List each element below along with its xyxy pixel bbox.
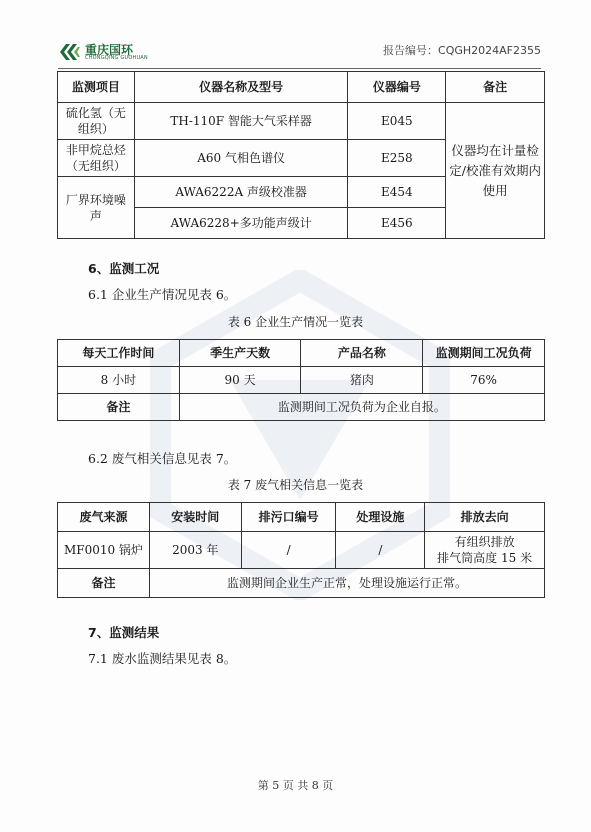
cell-days: 90 天 (179, 367, 301, 394)
table-header-row (58, 503, 545, 532)
cell-name: AWA6222A 声级校准器 (134, 177, 348, 208)
table-6-caption: 表 6 企业生产情况一览表 (227, 315, 364, 329)
cell-product: 猪肉 (301, 367, 423, 394)
note-label: 备注 (58, 394, 180, 421)
cell-no: E456 (348, 208, 446, 239)
col-header-days: 季生产天数 (179, 340, 301, 367)
table-note-row (58, 569, 545, 598)
logo-text-en: CHONGQING GUOHUAN (85, 55, 148, 61)
exhaust-table (57, 502, 545, 598)
cell-item: 厂界环境噪声 (58, 177, 135, 239)
logo-icon (58, 42, 82, 62)
note-label: 备注 (58, 569, 150, 598)
cell-destination (425, 532, 545, 569)
table-7-caption: 表 7 废气相关信息一览表 (227, 478, 364, 492)
production-table (57, 339, 545, 421)
cell-facility: / (336, 532, 425, 569)
table-row (58, 532, 545, 569)
table-header-row (58, 72, 545, 103)
cell-item: 硫化氢（无组织） (58, 103, 135, 140)
section-6-title: 6、监测工况 (88, 261, 160, 276)
cell-load: 76% (423, 367, 545, 394)
report-number: 报告编号：CQGH2024AF2355 (383, 44, 541, 57)
table-note-row (58, 394, 545, 421)
paragraph-7-1: 7.1 废水监测结果见表 8。 (88, 651, 237, 666)
instrument-table (57, 71, 545, 239)
cell-hours: 8 小时 (58, 367, 180, 394)
section-7-title: 7、监测结果 (88, 625, 160, 640)
cell-install: 2003 年 (149, 532, 241, 569)
company-logo (58, 38, 178, 66)
col-header-no: 仪器编号 (348, 72, 446, 103)
cell-item: 非甲烷总烃（无组织） (58, 140, 135, 177)
paragraph-6-2: 6.2 废气相关信息见表 7。 (88, 451, 237, 466)
page-footer: 第 5 页 共 8 页 (257, 779, 334, 792)
cell-no: E045 (348, 103, 446, 140)
col-header-item: 监测项目 (58, 72, 135, 103)
logo-text-cn: 重庆国环 (85, 43, 134, 57)
cell-name: TH-110F 智能大气采样器 (134, 103, 348, 140)
col-header-name: 仪器名称及型号 (134, 72, 348, 103)
table-row (58, 367, 545, 394)
col-header-install: 安装时间 (149, 503, 241, 532)
col-header-source: 废气来源 (58, 503, 150, 532)
col-header-product: 产品名称 (301, 340, 423, 367)
col-header-hours: 每天工作时间 (58, 340, 180, 367)
col-header-facility: 处理设施 (336, 503, 425, 532)
table-header-row (58, 340, 545, 367)
cell-note: 仪器均在计量检定/校准有效期内使用 (446, 103, 545, 239)
col-header-destination: 排放去向 (425, 503, 545, 532)
cell-no: E454 (348, 177, 446, 208)
destination-line-1: 有组织排放 (454, 535, 515, 549)
note-text: 监测期间工况负荷为企业自报。 (179, 394, 544, 421)
paragraph-6-1: 6.1 企业生产情况见表 6。 (88, 287, 237, 302)
cell-name: A60 气相色谱仪 (134, 140, 348, 177)
header-divider (58, 68, 541, 69)
cell-no: E258 (348, 140, 446, 177)
cell-outlet: / (241, 532, 336, 569)
cell-name: AWA6228+多功能声级计 (134, 208, 348, 239)
table-row (58, 103, 545, 140)
destination-line-2: 排气筒高度 15 米 (437, 551, 533, 565)
cell-source: MF0010 锅炉 (58, 532, 150, 569)
note-text: 监测期间企业生产正常，处理设施运行正常。 (149, 569, 544, 598)
col-header-load: 监测期间工况负荷 (423, 340, 545, 367)
page-header (58, 38, 541, 66)
col-header-note: 备注 (446, 72, 545, 103)
col-header-outlet: 排污口编号 (241, 503, 336, 532)
